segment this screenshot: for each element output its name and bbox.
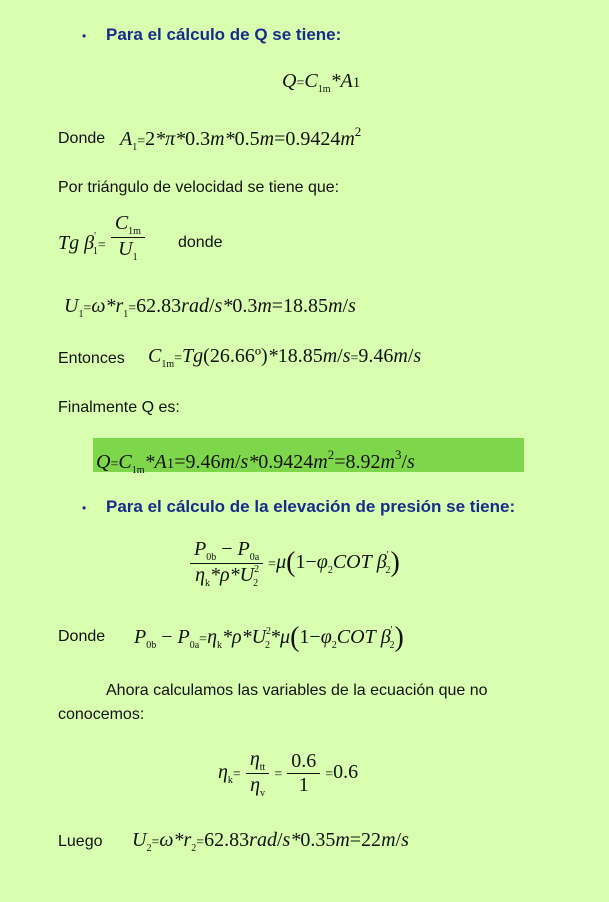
- equation-q: $Q=C_{1m}*A1$: [282, 70, 361, 95]
- equation-u2: $U_2=\omega*r_2=62.83rad/s*0.35m=22m/s$: [132, 829, 409, 854]
- paragraph-ahora-line2: conocemos:: [58, 706, 145, 723]
- label-entonces: Entonces: [58, 350, 125, 367]
- equation-eta-k: $\eta_k=$ $\frac{\eta_{tt}}{\eta_v}$ = $\frac{0.6}{1}$ =0.6: [218, 748, 359, 799]
- equation-pressure-ratio: $\frac{P_{0b} - P_{0a}}{\eta_k*\rho*U^2_2}$ $=\mu(1-\varphi_2COT$ $\beta'_2$): [190, 538, 400, 589]
- label-finalmente: Finalmente Q es:: [58, 399, 180, 416]
- equation-q-final: $Q=C_{1m}*A1=9.46m/s*0.9424m^2=8.92m^3/s$: [93, 438, 524, 472]
- label-donde-1: Donde: [58, 130, 106, 147]
- equation-tg-beta1: Tg $\beta'_1=$ $\frac{C_{1m}}{U_1}$: [58, 226, 145, 263]
- equation-u1: $U_1=\omega*r_1=62.83rad/s*0.3m=18.85m/s$: [64, 295, 356, 320]
- label-donde-2: Donde: [58, 628, 106, 645]
- equation-pressure-diff: $P_{0b} - P_{0a}=\eta_k*\rho*U^2_2*\mu(1-\varphi_2COT$ $\beta'_2$): [134, 622, 404, 653]
- equation-a1: $A_1=2*\pi*0.3m*0.5m=0.9424m^2$: [120, 124, 362, 153]
- label-donde-inline: donde: [178, 234, 223, 251]
- bullet-icon: •: [82, 501, 87, 515]
- section-heading-presion: Para el cálculo de la elevación de presión se tiene:: [106, 497, 516, 516]
- label-por-triangulo: Por triángulo de velocidad se tiene que:: [58, 179, 340, 196]
- equation-c1m: $C_{1m}=Tg(26.66º)*18.85m/s=9.46m/s$: [148, 345, 422, 370]
- section-heading-caudal: Para el cálculo de Q se tiene:: [106, 25, 342, 44]
- label-luego: Luego: [58, 833, 103, 850]
- paragraph-ahora-line1: Ahora calculamos las variables de la ecuación que no: [106, 682, 488, 699]
- bullet-icon: •: [82, 29, 87, 43]
